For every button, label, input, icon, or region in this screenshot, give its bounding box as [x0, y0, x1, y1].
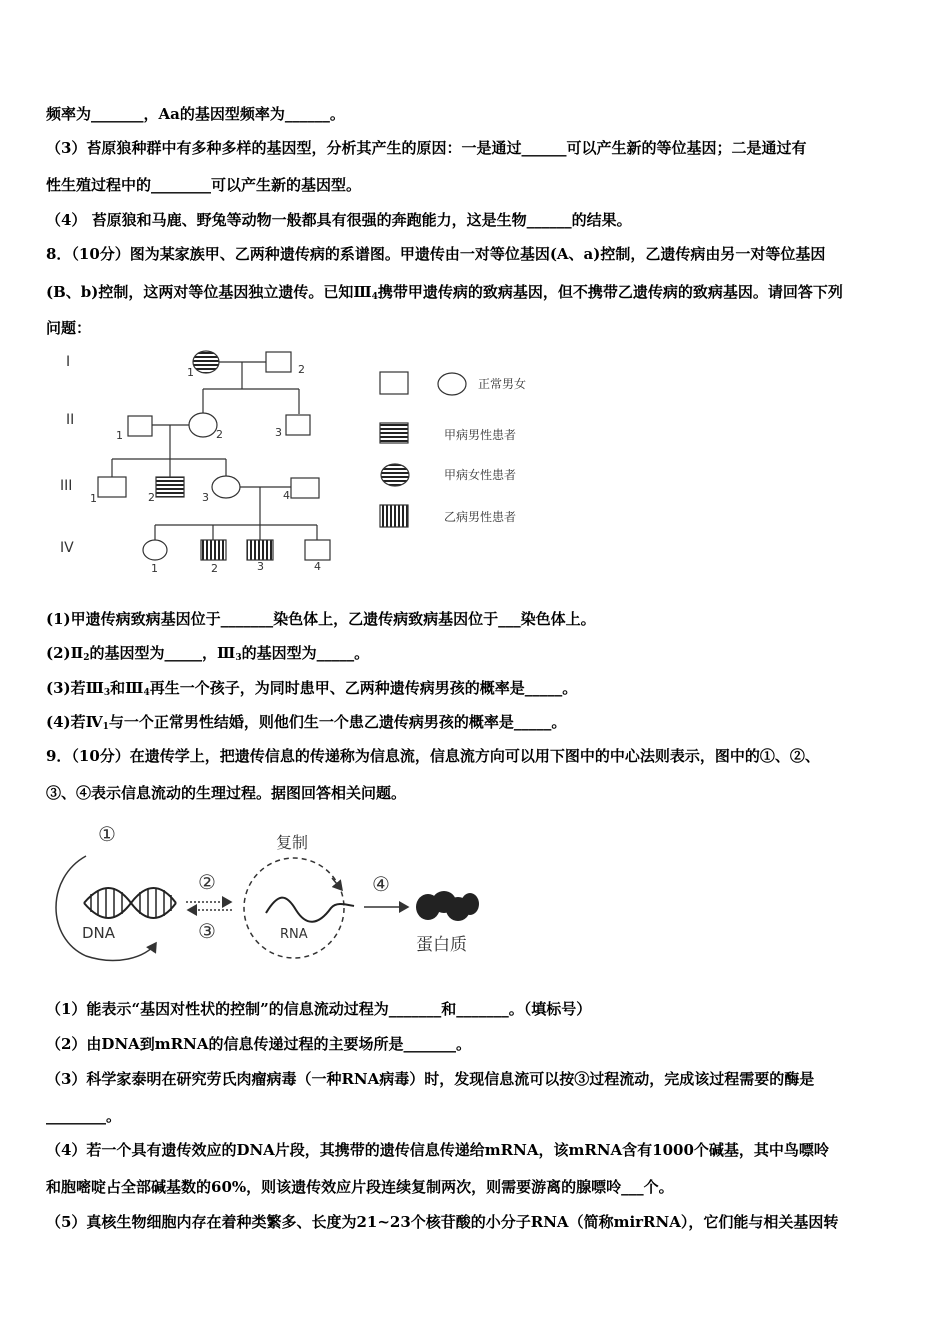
process-4-label: ④: [372, 872, 390, 896]
protein-label: 蛋白质: [416, 935, 467, 955]
legend-label: 正常男女: [478, 377, 527, 391]
individual-number: 1: [187, 366, 194, 379]
individual-number: 2: [298, 363, 305, 376]
III2-affected-male-a: [156, 477, 184, 497]
III4-normal-male: [291, 478, 319, 498]
IV3-affected-male-b: [247, 540, 273, 560]
question-8-stem: 8．（10分）图为某家族甲、乙两种遗传病的系谱图。甲遗传由一对等位基因(A、a)控制，乙遗传病由另一对等位基因: [46, 245, 826, 263]
text-line: ________。: [46, 1107, 122, 1125]
individual-number: 1: [151, 562, 158, 575]
question-9-1: （1）能表示“基因对性状的控制”的信息流动过程为_______和_______。（填标号）: [46, 1000, 592, 1018]
II3-normal-male: [286, 415, 310, 435]
legend-label: 甲病女性患者: [444, 468, 517, 482]
question-8-1: (1)甲遗传病致病基因位于_______染色体上，乙遗传病致病基因位于___染色体上。: [46, 610, 596, 628]
question-9-4: （4）若一个具有遗传效应的DNA片段，其携带的遗传信息传递给mRNA，该mRNA含有1000个碱基，其中鸟嘌呤: [46, 1141, 829, 1159]
question-8-2: $(2)Ⅱ_2$的基因型为_____，$Ⅲ_3$的基因型为_____。: [46, 644, 370, 663]
II1-normal-male: [128, 416, 152, 436]
generation-label: I: [66, 354, 71, 370]
individual-number: 1: [116, 429, 123, 442]
text-line: 性生殖过程中的________可以产生新的基因型。: [46, 176, 362, 194]
individual-number: 3: [202, 491, 209, 504]
III3-normal-female: [212, 476, 240, 498]
II2-normal-female: [189, 413, 217, 437]
individual-number: 4: [283, 489, 290, 502]
text-line: (B、b)控制，这两对等位基因独立遗传。已知$Ⅲ_4$携带甲遗传病的致病基因，但不携带乙遗传病的致病基因。请回答下列: [46, 283, 843, 302]
dna-label: DNA: [82, 924, 116, 942]
legend-affected-male-b: [380, 505, 408, 527]
central-dogma-diagram: [46, 818, 496, 968]
question-8-4: (4)若$Ⅳ_1$与一个正常男性结婚，则他们生一个患乙遗传病男孩的概率是_____。: [46, 713, 567, 732]
process-2-label: ②: [198, 870, 216, 894]
question-8-3: (3)若$Ⅲ_3$和$Ⅲ_4$再生一个孩子，为同时患甲、乙两种遗传病男孩的概率是_____。: [46, 679, 578, 698]
replication-label: 复制: [276, 833, 309, 852]
rna-label: RNA: [280, 927, 308, 942]
individual-number: 2: [148, 491, 155, 504]
I2-normal-male: [266, 352, 291, 372]
text-line: 频率为_______，Aa的基因型频率为______。: [46, 105, 345, 123]
rna-strand-icon: [266, 898, 354, 922]
IV4-normal-male: [305, 540, 330, 560]
text-line: 和胞嘧啶占全部碱基数的60%，则该遗传效应片段连续复制两次，则需要游离的腺嘌呤___个。: [46, 1178, 674, 1196]
III1-normal-male: [98, 477, 126, 497]
individual-number: 2: [211, 562, 218, 575]
legend-label: 甲病男性患者: [444, 428, 517, 442]
legend-label: 乙病男性患者: [444, 510, 517, 524]
question-9-stem: 9．（10分）在遗传学上，把遗传信息的传递称为信息流，信息流方向可以用下图中的中心法则表示，图中的①、②、: [46, 747, 820, 765]
text-line: 问题：: [46, 319, 92, 337]
individual-number: 4: [314, 560, 321, 573]
generation-label: II: [66, 412, 75, 428]
process-3-label: ③: [198, 919, 216, 943]
individual-number: 3: [257, 560, 264, 573]
question-9-2: （2）由DNA到mRNA的信息传递过程的主要场所是_______。: [46, 1035, 471, 1053]
legend-normal-female: [438, 373, 466, 395]
IV1-normal-female: [143, 540, 167, 560]
legend-affected-female-a: [381, 464, 409, 486]
generation-label: III: [60, 478, 73, 494]
text-line: ③、④表示信息流动的生理过程。据图回答相关问题。: [46, 784, 407, 802]
legend-normal-male: [380, 372, 408, 394]
individual-number: 2: [216, 428, 223, 441]
legend-affected-male-a: [380, 423, 408, 443]
I1-affected-female: [193, 351, 219, 373]
individual-number: 1: [90, 492, 97, 505]
generation-label: IV: [60, 540, 74, 556]
individual-number: 3: [275, 426, 282, 439]
text-line: （3）苔原狼种群中有多种多样的基因型，分析其产生的原因：一是通过______可以产生新的等位基因；二是通过有: [46, 139, 807, 157]
IV2-affected-male-b: [201, 540, 226, 560]
text-line: （4） 苔原狼和马鹿、野兔等动物一般都具有很强的奔跑能力，这是生物______的结果。: [46, 211, 632, 229]
process-1-label: ①: [98, 822, 116, 846]
question-9-5: （5）真核生物细胞内存在着种类繁多、长度为21~23个核苷酸的小分子RNA（简称mirRNA），它们能与相关基因转: [46, 1213, 839, 1231]
protein-icon: [416, 891, 479, 921]
pedigree-chart: [46, 344, 556, 580]
question-9-3: （3）科学家泰明在研究劳氏肉瘤病毒（一种RNA病毒）时，发现信息流可以按③过程流动，完成该过程需要的酶是: [46, 1070, 815, 1088]
